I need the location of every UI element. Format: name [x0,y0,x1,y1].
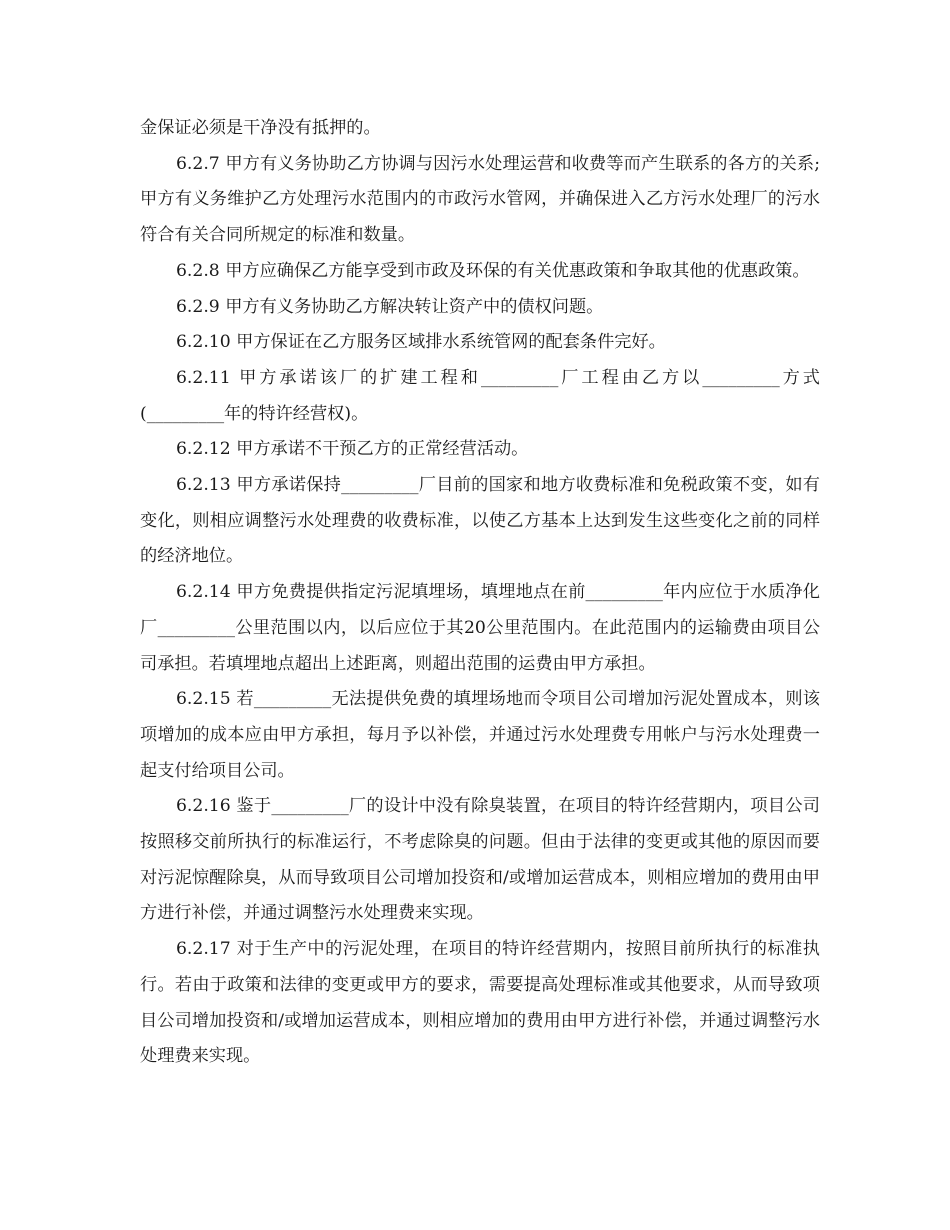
clause-6-2-7: 6.2.7 甲方有义务协助乙方协调与因污水处理运营和收费等而产生联系的各方的关系;甲方有义务维护乙方处理污水范围内的市政污水管网，并确保进入乙方污水处理厂的污水符合有关合同所规定的标准和数量。 [140,153,820,246]
paragraph-continuation: 金保证必须是干净没有抵押的。 [140,118,381,138]
clause-6-2-8: 6.2.8 甲方应确保乙方能享受到市政及环保的有关优惠政策和争取其他的优惠政策。 [176,260,810,281]
clause-6-2-17: 6.2.17 对于生产中的污泥处理，在项目的特许经营期内，按照目前所执行的标准执行。若由于政策和法律的变更或甲方的要求，需要提高处理标准或其他要求，从而导致项目公司增加投资和/或增加运营成本，则相应增加的费用由甲方进行补偿，并通过调整污水处理费来实现。 [140,939,820,1067]
clause-6-2-15: 6.2.15 若_________无法提供免费的填埋场地而令项目公司增加污泥处置成本，则该项增加的成本应由甲方承担，每月予以补偿，并通过污水处理费专用帐户与污水处理费一起支付给项目公司。 [140,689,820,781]
document-body [140,111,820,1075]
clause-6-2-13: 6.2.13 甲方承诺保持_________厂目前的国家和地方收费标准和免税政策不变，如有变化，则相应调整污水处理费的收费标准，以使乙方基本上达到发生这些变化之前的同样的经济地位。 [140,475,820,567]
clause-6-2-14: 6.2.14 甲方免费提供指定污泥填埋场，填埋地点在前_________年内应位于水质净化厂_________公里范围以内，以后应位于其20公里范围内。在此范围内的运输费由项目公司承担。若填埋地点超出上述距离，则超出范围的运费由甲方承担。 [140,582,820,674]
clause-6-2-11: 6.2.11 甲方承诺该厂的扩建工程和_________厂工程由乙方以_________方式(_________年的特许经营权)。 [140,367,820,424]
clause-6-2-10: 6.2.10 甲方保证在乙方服务区域排水系统管网的配套条件完好。 [176,332,666,353]
clause-6-2-16: 6.2.16 鉴于_________厂的设计中没有除臭装置，在项目的特许经营期内，项目公司按照移交前所执行的标准运行，不考虑除臭的问题。但由于法律的变更或其他的原因而要对污泥惊醒除臭，从而导致项目公司增加投资和/或增加运营成本，则相应增加的费用由甲方进行补偿，并通过调整污水处理费来实现。 [140,796,820,924]
clause-6-2-9: 6.2.9 甲方有义务协助乙方解决转让资产中的债权问题。 [176,296,604,317]
clause-6-2-12: 6.2.12 甲方承诺不干预乙方的正常经营活动。 [176,439,529,460]
